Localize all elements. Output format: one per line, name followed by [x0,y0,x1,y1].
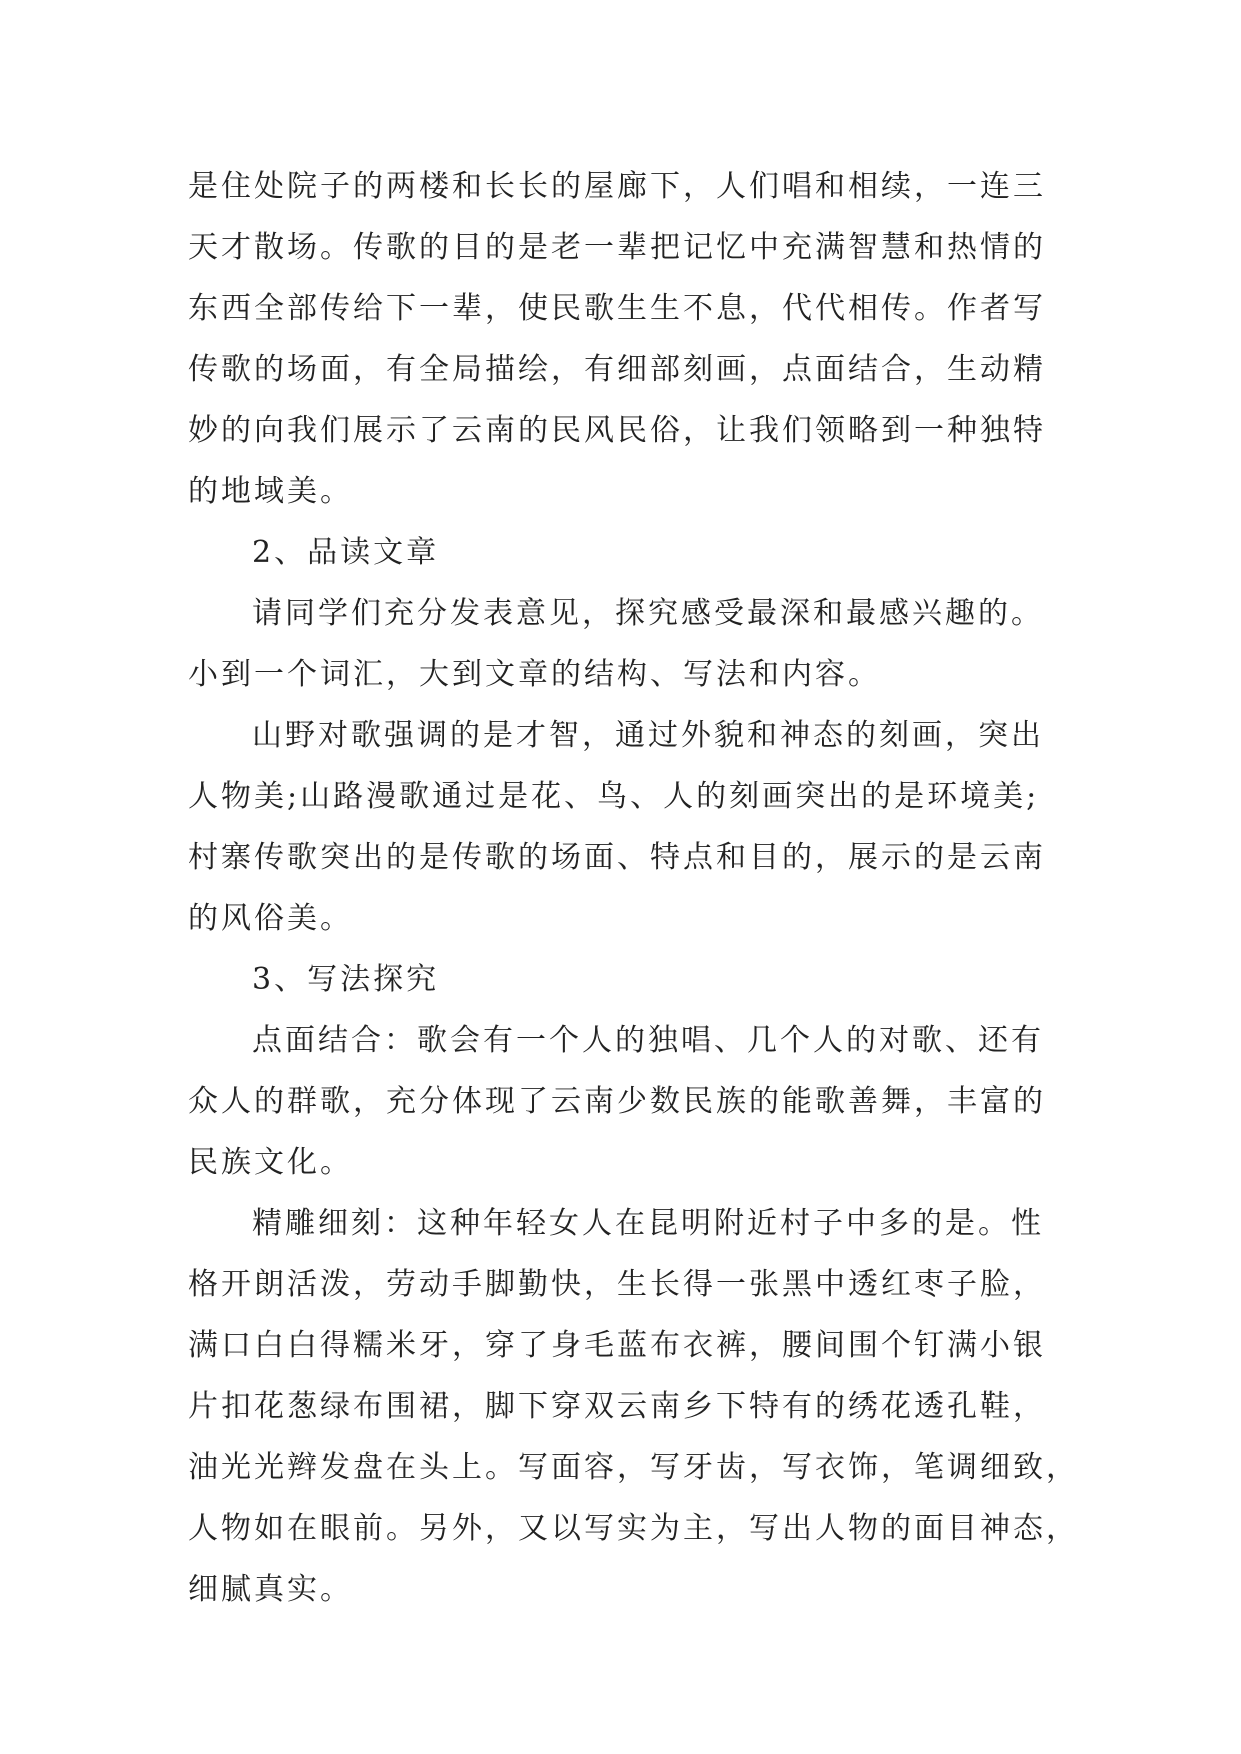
text-line: 众人的群歌，充分体现了云南少数民族的能歌善舞，丰富的 [188,1084,1046,1119]
text-line: 天才散场。传歌的目的是老一辈把记忆中充满智慧和热情的 [188,230,1046,265]
text-line: 请同学们充分发表意见，探究感受最深和最感兴趣的。 [252,596,1044,631]
text-line: 3、写法探究 [252,962,440,997]
text-line: 东西全部传给下一辈，使民歌生生不息，代代相传。作者写 [188,291,1046,326]
text-line: 格开朗活泼，劳动手脚勤快，生长得一张黑中透红枣子脸， [188,1267,1046,1302]
text-line: 是住处院子的两楼和长长的屋廊下，人们唱和相续，一连三 [188,169,1046,204]
document-body [188,156,1079,1620]
text-line: 人物如在眼前。另外，又以写实为主，写出人物的面目神态， [188,1511,1079,1546]
text-line: 精雕细刻：这种年轻女人在昆明附近村子中多的是。性 [252,1206,1044,1241]
text-line: 的风俗美。 [188,901,353,936]
text-line: 油光光辫发盘在头上。写面容，写牙齿，写衣饰，笔调细致， [188,1450,1079,1485]
text-line: 民族文化。 [188,1145,353,1180]
text-line: 满口白白得糯米牙，穿了身毛蓝布衣裤，腰间围个钉满小银 [188,1328,1046,1363]
text-line: 细腻真实。 [188,1572,353,1607]
text-line: 的地域美。 [188,474,353,509]
text-line: 片扣花葱绿布围裙，脚下穿双云南乡下特有的绣花透孔鞋， [188,1389,1046,1424]
text-line: 2、品读文章 [252,535,440,570]
text-line: 山野对歌强调的是才智，通过外貌和神态的刻画，突出 [252,718,1044,753]
text-line: 村寨传歌突出的是传歌的场面、特点和目的，展示的是云南 [188,840,1046,875]
text-line: 点面结合：歌会有一个人的独唱、几个人的对歌、还有 [252,1023,1044,1058]
text-line: 小到一个词汇，大到文章的结构、写法和内容。 [188,657,881,692]
text-line: 传歌的场面，有全局描绘，有细部刻画，点面结合，生动精 [188,352,1046,387]
text-line: 妙的向我们展示了云南的民风民俗，让我们领略到一种独特 [188,413,1046,448]
text-line: 人物美;山路漫歌通过是花、鸟、人的刻画突出的是环境美; [188,779,1040,814]
